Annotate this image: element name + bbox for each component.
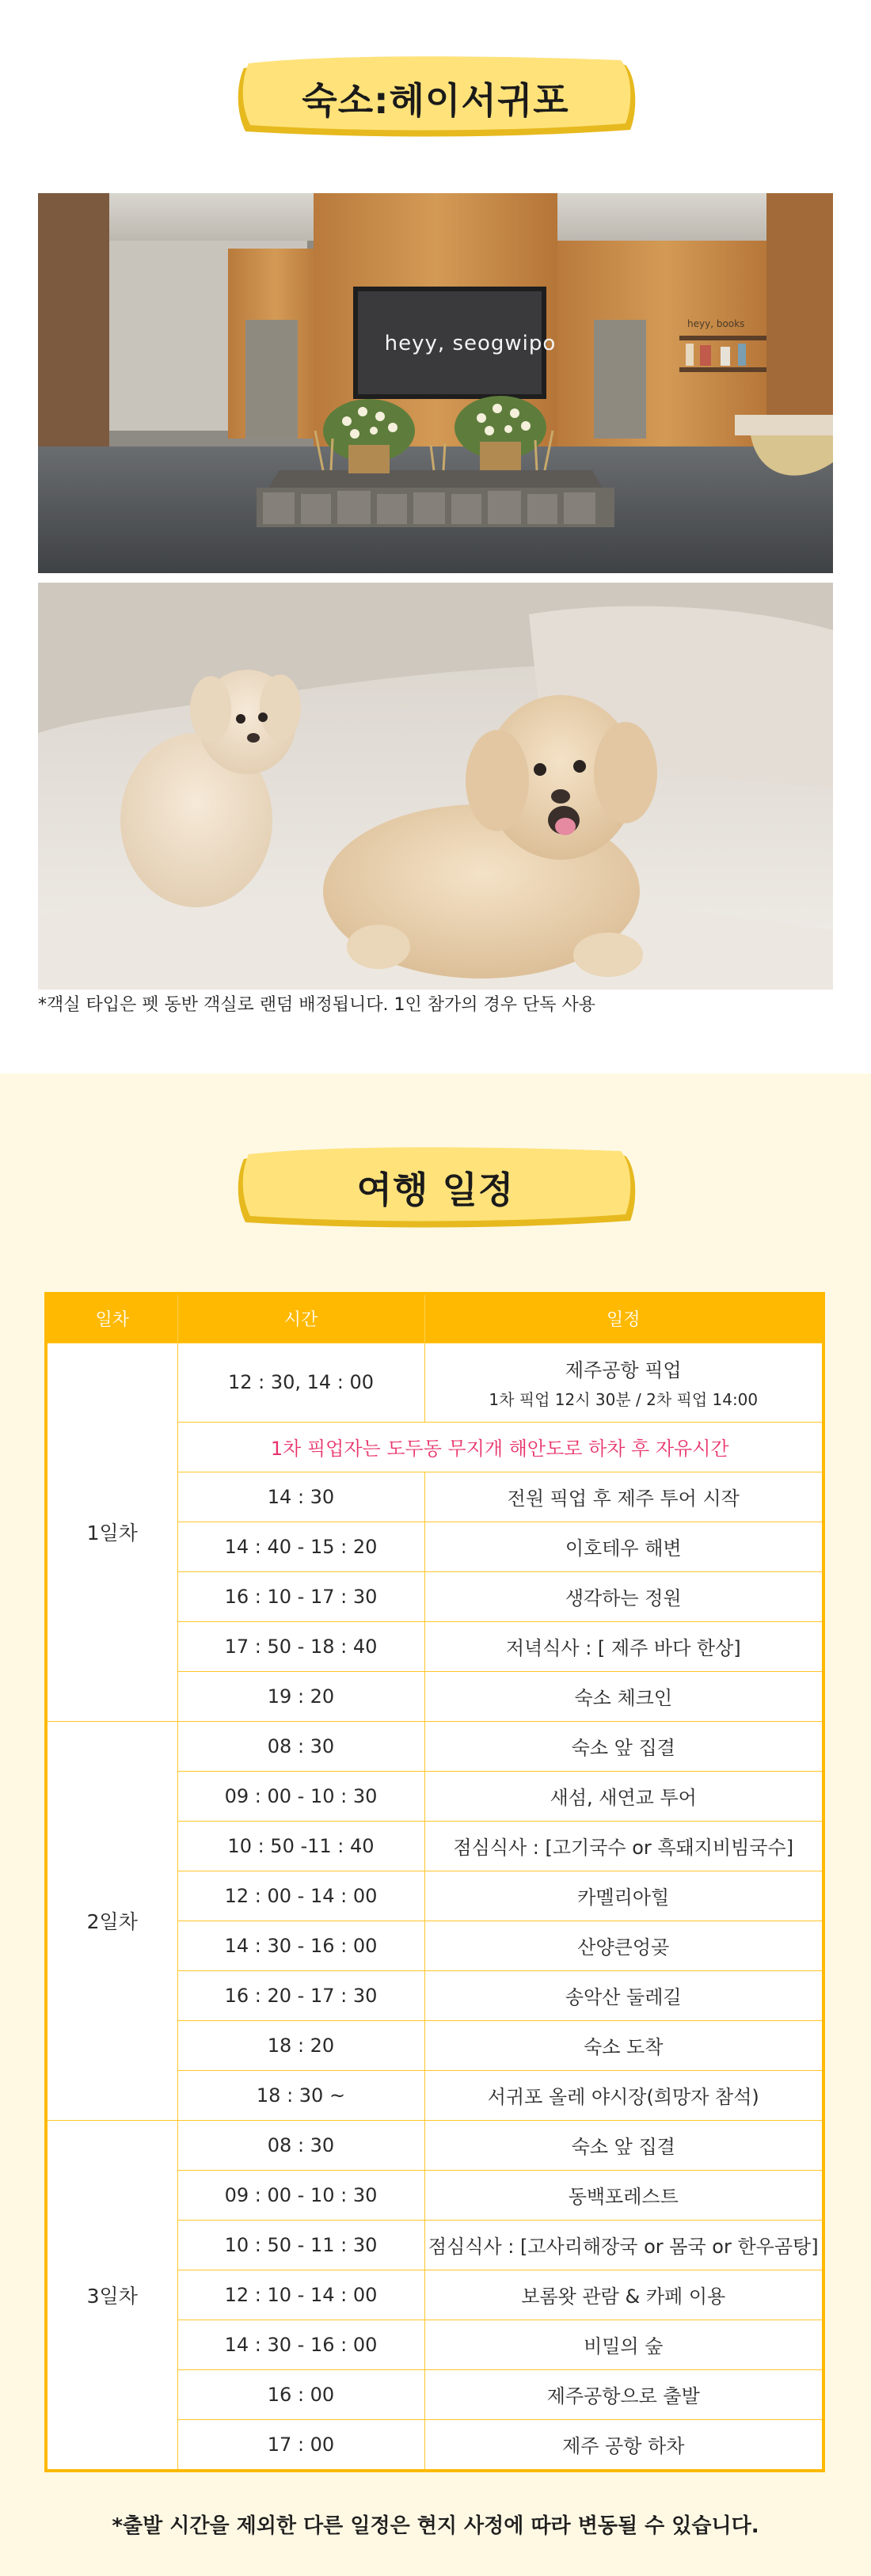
event-cell: 보롬왓 관람 & 카페 이용 bbox=[424, 2270, 822, 2320]
header-day: 일차 bbox=[48, 1295, 177, 1343]
event-cell: 산양큰엉곶 bbox=[424, 1921, 822, 1970]
itinerary-title-badge bbox=[230, 1143, 641, 1232]
time-cell: 16 : 00 bbox=[177, 2369, 424, 2419]
event-subtext: 1차 픽업 12시 30분 / 2차 픽업 14:00 bbox=[489, 1390, 759, 1409]
time-cell: 14 : 30 - 16 : 00 bbox=[177, 2320, 424, 2369]
itinerary-section bbox=[0, 1073, 871, 2576]
event-text: 제주공항 픽업 bbox=[565, 1359, 682, 1381]
event-cell: 비밀의 숲 bbox=[424, 2320, 822, 2369]
event-cell: 점심식사 : [고사리해장국 or 몸국 or 한우곰탕] bbox=[424, 2220, 822, 2270]
table-row bbox=[48, 1721, 822, 1771]
time-cell: 09 : 00 - 10 : 30 bbox=[177, 1771, 424, 1821]
lobby-sign-text: heyy, seogwipo bbox=[384, 332, 557, 355]
time-cell: 08 : 30 bbox=[177, 1721, 424, 1771]
header-schedule: 일정 bbox=[424, 1295, 822, 1343]
event-cell: 숙소 도착 bbox=[424, 2020, 822, 2070]
header-time: 시간 bbox=[177, 1295, 424, 1343]
time-cell: 18 : 20 bbox=[177, 2020, 424, 2070]
event-cell: 전원 픽업 후 제주 투어 시작 bbox=[424, 1472, 822, 1522]
event-cell bbox=[424, 1343, 822, 1422]
event-cell: 서귀포 올레 야시장(희망자 참석) bbox=[424, 2070, 822, 2120]
time-cell: 19 : 20 bbox=[177, 1671, 424, 1721]
room-note: *객실 타입은 펫 동반 객실로 랜덤 배정됩니다. 1인 참가의 경우 단독 사용 bbox=[38, 995, 595, 1015]
event-cell: 숙소 체크인 bbox=[424, 1671, 822, 1721]
time-cell: 10 : 50 - 11 : 30 bbox=[177, 2220, 424, 2270]
time-cell: 16 : 20 - 17 : 30 bbox=[177, 1970, 424, 2020]
event-cell: 송악산 둘레길 bbox=[424, 1970, 822, 2020]
event-cell: 제주 공항 하차 bbox=[424, 2419, 822, 2469]
time-cell: 14 : 40 - 15 : 20 bbox=[177, 1522, 424, 1571]
event-cell: 점심식사 : [고기국수 or 흑돼지비빔국수] bbox=[424, 1821, 822, 1871]
lobby-photo bbox=[38, 193, 833, 573]
event-cell: 동백포레스트 bbox=[424, 2170, 822, 2220]
time-cell: 18 : 30 ~ bbox=[177, 2070, 424, 2120]
itinerary-table bbox=[44, 1292, 825, 2472]
event-cell: 이호테우 해변 bbox=[424, 1522, 822, 1571]
table-row bbox=[48, 1343, 822, 1422]
table-header-row bbox=[48, 1295, 822, 1343]
time-cell: 12 : 30, 14 : 00 bbox=[177, 1343, 424, 1422]
time-cell: 10 : 50 -11 : 40 bbox=[177, 1821, 424, 1871]
event-cell: 제주공항으로 출발 bbox=[424, 2369, 822, 2419]
time-cell: 14 : 30 - 16 : 00 bbox=[177, 1921, 424, 1970]
time-cell: 12 : 00 - 14 : 00 bbox=[177, 1871, 424, 1921]
day-cell: 2일차 bbox=[48, 1721, 177, 2120]
time-cell: 17 : 00 bbox=[177, 2419, 424, 2469]
itinerary-title: 여행 일정 bbox=[356, 1168, 515, 1211]
time-cell: 16 : 10 - 17 : 30 bbox=[177, 1571, 424, 1621]
notice-cell: 1차 픽업자는 도두동 무지개 해안도로 하차 후 자유시간 bbox=[177, 1422, 822, 1472]
accommodation-title: 숙소:헤이서귀포 bbox=[302, 79, 569, 122]
event-cell: 저녁식사 : [ 제주 바다 한상] bbox=[424, 1621, 822, 1671]
books-sign-text: heyy, books bbox=[687, 318, 745, 329]
footer-note: *출발 시간을 제외한 다른 일정은 현지 사정에 따라 변동될 수 있습니다. bbox=[112, 2514, 759, 2538]
time-cell: 09 : 00 - 10 : 30 bbox=[177, 2170, 424, 2220]
day-cell: 3일차 bbox=[48, 2120, 177, 2469]
time-cell: 17 : 50 - 18 : 40 bbox=[177, 1621, 424, 1671]
event-cell: 새섬, 새연교 투어 bbox=[424, 1771, 822, 1821]
time-cell: 08 : 30 bbox=[177, 2120, 424, 2170]
event-cell: 숙소 앞 집결 bbox=[424, 1721, 822, 1771]
event-cell: 생각하는 정원 bbox=[424, 1571, 822, 1621]
event-cell: 숙소 앞 집결 bbox=[424, 2120, 822, 2170]
table-row bbox=[48, 2120, 822, 2170]
accommodation-title-badge bbox=[230, 54, 641, 142]
time-cell: 12 : 10 - 14 : 00 bbox=[177, 2270, 424, 2320]
day-cell: 1일차 bbox=[48, 1343, 177, 1721]
dogs-photo bbox=[38, 583, 833, 990]
accommodation-section bbox=[0, 0, 871, 1073]
event-cell: 카멜리아힐 bbox=[424, 1871, 822, 1921]
time-cell: 14 : 30 bbox=[177, 1472, 424, 1522]
